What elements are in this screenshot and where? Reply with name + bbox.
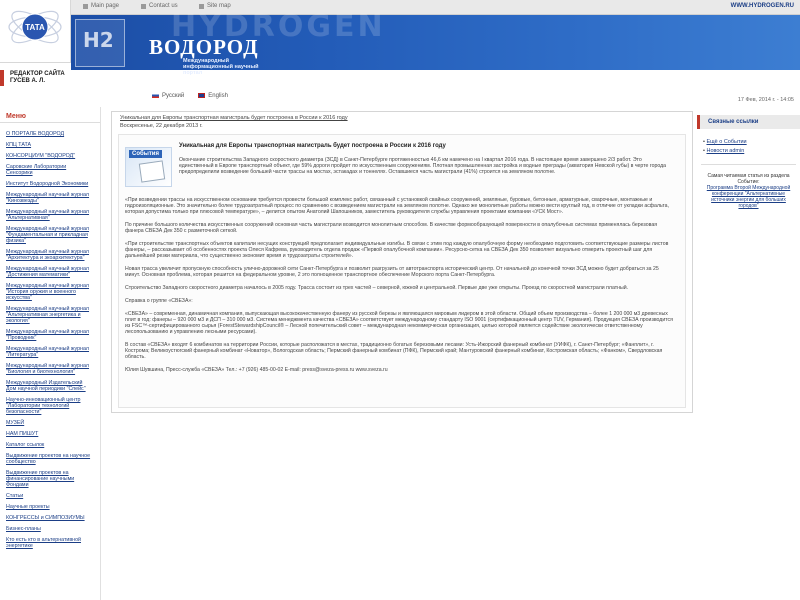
left-sidebar [0,107,101,600]
menu-item[interactable]: Бизнес-планы [6,526,41,532]
related-link-item: • Новости admin [703,148,745,154]
menu-item[interactable]: Выдвижение проектов на научное сообщество [6,453,91,465]
menu-item[interactable]: О ПОРТАЛЕ ВОДОРОД [6,131,65,137]
menu-item[interactable]: КОНГРЕССЫ и СИМПОЗИУМЫ [6,515,85,521]
most-read-box [701,164,796,209]
menu-item[interactable]: Каталог ссылок [6,442,45,448]
menu-item[interactable]: Международный научный журнал "Проводник" [6,329,90,341]
top-link-label: Site map [207,3,231,9]
menu-item[interactable]: Международный научный журнал "Кинозвезды" [6,192,90,204]
right-sidebar [697,107,800,307]
menu-item[interactable]: Международный научный журнал "Альтернативная" [6,209,90,221]
related-link[interactable]: Ещё о Событии [706,139,747,145]
menu-item[interactable]: Международный научный журнал "Биология и биотехнология" [6,363,90,375]
current-datetime: 17 Фев, 2014 г. - 14:05 [737,97,794,103]
editor-label: РЕДАКТОР САЙТА [10,71,65,77]
article-paragraph: «СВЕЗА» – современная, динамичная компания, выпускающая высококачественную фанеру из русской березы и являющаяся мировым лидером в этой области. Общий объем производства – более 1 200 000 м3 древесных плит в год: фанеры – 920 000 м3 и ДСП – 310 000 м3. Система менеджмента качества «СВЕЗА» соответствует международному стандарту ISO 9001 (сертификационный центр TUV, Германия). Продукция СВЕЗА производится из FSC™-сертифицированного сырья (ForestStewardshipCouncil® – Лесной попечительский совет – международная некоммерческая организация, целью которой является содействие экологически ответственному лесопользованию и управлению лесными ресурсами). [125,311,673,335]
site-url[interactable]: WWW.HYDROGEN.RU [730,3,794,9]
article-title: Уникальная для Европы транспортная магистраль будет построена в России к 2016 году [179,143,446,149]
editor-accent-bar [0,70,4,86]
menu-item[interactable]: Международный Издательский Дом научной периодики "Спейс" [6,380,86,392]
menu-item[interactable]: КПЦ ТАТА [6,142,32,148]
lang-english[interactable] [198,93,228,99]
atom-logo-icon [0,0,70,62]
article-paragraph: Новая трасса увеличит пропускную способность улично-дорожной сети Санкт-Петербурга и позволит разгрузить от автотранспорта исторический центр. От начальной до конечной точки ЗСД можно будет добраться за 25 минут. Основная проблема, которая решится на федеральном уровне, 2 это полноценное транспортное обеспечение Морского порта Санкт-Петербурга. [125,266,659,278]
article-panel [111,111,693,413]
menu-item[interactable]: Международный научный журнал "Достижения математики" [6,266,90,278]
lang-label: Русский [162,93,185,100]
h2-molecule-graphic [75,19,125,67]
menu-item[interactable]: Статьи [6,493,24,499]
menu-item[interactable]: КОНСОРЦИУМ "ВОДОРОД" [6,153,76,159]
events-thumbnail [125,147,172,187]
top-link-main[interactable] [83,3,119,9]
logo-text: TATA [25,23,45,32]
editor-name: ГУСЕВ А. Л. [10,78,46,84]
related-links-title: Связные ссылки [697,115,800,129]
top-link-label: Main page [91,3,120,9]
article-paragraph: Юлия Шувшина, Пресс-служба «СВЕЗА» Тел.: +7 (926) 485-00-02 E-mail: press@sveza-press.ru www.sveza.ru [125,367,388,373]
header-banner [71,9,800,76]
most-read-label: Самая читаемая статья из раздела Событие: [707,173,790,185]
site-editor [10,71,65,85]
menu-item[interactable]: Международный научный журнал "История оружия и военного искусства" [6,283,90,301]
article-paragraph: Справка о группе «СВЕЗА»: [125,298,193,304]
most-read-link[interactable]: Программа Второй Международной конференции "Альтернативные источники энергии для больших городов" [706,185,791,209]
uk-flag-icon [198,93,205,98]
article-paragraph: Строительство Западного скоростного диаметра началось в 2005 году. Трасса состоит из трех частей – северной, южной и центральной. Первые две уже открыты. Проезд по скоростной магистрали платный. [125,285,629,291]
menu-title: Меню [0,107,100,123]
menu-list [0,123,100,549]
article-lead: Окончание строительства Западного скоростного диаметра (ЗСД) в Санкт-Петербурге протяженностью 46,6 км намечено на I квартал 2016 года. В настоящее время завершено 2/3 работ. Это единственный в Европе транспортный объект, где 59% дороги пройдет по искусственным сооружениям. Плотная промышленная застройка и водные преграды (акватория Невской губы) в черте города предопределили возведение большей части трассы на мостах, эстакадах и тоннелях. Оставшиеся часть магистрали (41%) строится на земляном полотне. [179,157,667,175]
lang-russian[interactable] [152,93,184,99]
mail-icon [141,4,146,9]
hydrogen-watermark: HYDROGEN [171,9,386,44]
menu-item[interactable]: НАМ ПИШУТ [6,431,39,437]
menu-item[interactable]: Научные проекты [6,504,50,510]
article-paragraph: «При возведении трассы на искусственном основании требуется провести большой комплекс работ, связанный с установкой свайных сооружений, земляные, буровые, бетонные, арматурные, сварочные, монтажные и гидроизоляционные. Это значительно более трудозатратный процесс по сравнению с возведением магистрали на земляном полотне. Однако же монолитные работы можно вести круглый год, в отличие от укладки асфальта, которая допустима только при плюсовой температуре», – делится опытом Анатолий Шапошников, заместитель руководителя службы управления проектами компании «УСК Мост». [125,197,669,215]
site-title: ВОДОРОД [149,35,259,59]
related-link[interactable]: Новости admin [706,148,745,154]
site-subtitle: Международный информационный научный портал [183,58,259,76]
russia-flag-icon [152,93,159,98]
article-paragraph: По причине большого количества искусственных сооружений основная часть магистрали возводится монолитным способом. В качестве формообразующей поверхности в опалубочных системах применялась березовая фанера СВЕЗА Дек 350 с разметочной сеткой. [125,222,658,234]
menu-item[interactable]: Международный научный журнал "Фундаментальная и прикладная физика" [6,226,90,244]
article-paragraph: В состав «СВЕЗА» входят 6 комбинатов на территории России, которые расположатся в местах, традиционно богатых березовыми лесами: Усть-Ижорский фанерный комбинат (УИФК), г. Санкт-Петербург; «Фанплит», г. Кострома; Великоустюгский фанерный комбинат «Новатор», Вологодская область; Пермский фанерный комбинат (ПФК), Пермский край; Мантуровский фанерный комбинат, Костромская область; «Фанком», Свердловская область. [125,342,663,360]
lang-label: English [208,93,228,100]
menu-item[interactable]: Саровские Лаборатории Сенсорики [6,164,67,176]
menu-item[interactable]: Международный научный журнал "Литература" [6,346,90,358]
menu-item[interactable]: Институт Водородной Экономики [6,181,89,187]
language-switcher [152,93,228,99]
menu-item[interactable]: Международный научный журнал "Архитектура и экоархитектура" [6,249,90,261]
article-body-box [118,134,686,408]
breadcrumb[interactable]: Уникальная для Европы транспортная магистраль будет построена в России к 2016 году [120,115,348,121]
menu-item[interactable]: Международный научный журнал "Альтернативная энергетика и экология" [6,306,90,324]
publish-date: Воскресенье, 22 декабря 2013 г. [120,123,203,129]
sitemap-icon [199,4,204,9]
home-icon [83,4,88,9]
related-link-item: • Ещё о Событии [703,139,747,145]
menu-item[interactable]: Научно-инновационный центр "Лаборатории технологий безопасности" [6,397,81,415]
events-thumb-label: События [129,150,162,158]
h2-label: H2 [83,28,114,52]
article-paragraph: «При строительстве транспортных объектов капитали несущих конструкций предполагает индивидуальные изгибы. В связи с этим под каждую опалубочную форму необходимо подготовить соответствующие размеры листов фанеры, – рассказывает об особенностях проекта Олеся Кафрева, руководитель отдела продаж «Первой опалубочной компании». Ресурсно-сетка на СВЕЗА Дек 350 позволяет визуально отмерить проектный шаг для дальнейшей резки материала, что существенно экономит время и трудозатраты строителей». [125,241,669,259]
menu-item[interactable]: Кто есть кто в альтернативной энергетике [6,537,81,549]
related-links-list [697,129,800,154]
article-text [125,197,675,380]
menu-item[interactable]: Выдвижение проектов на финансирование научными Фондами [6,470,75,488]
newspaper-icon [139,160,165,182]
menu-item[interactable]: МУЗЕЙ [6,420,25,426]
top-link-label: Contact us [149,3,178,9]
site-logo[interactable] [0,0,71,63]
